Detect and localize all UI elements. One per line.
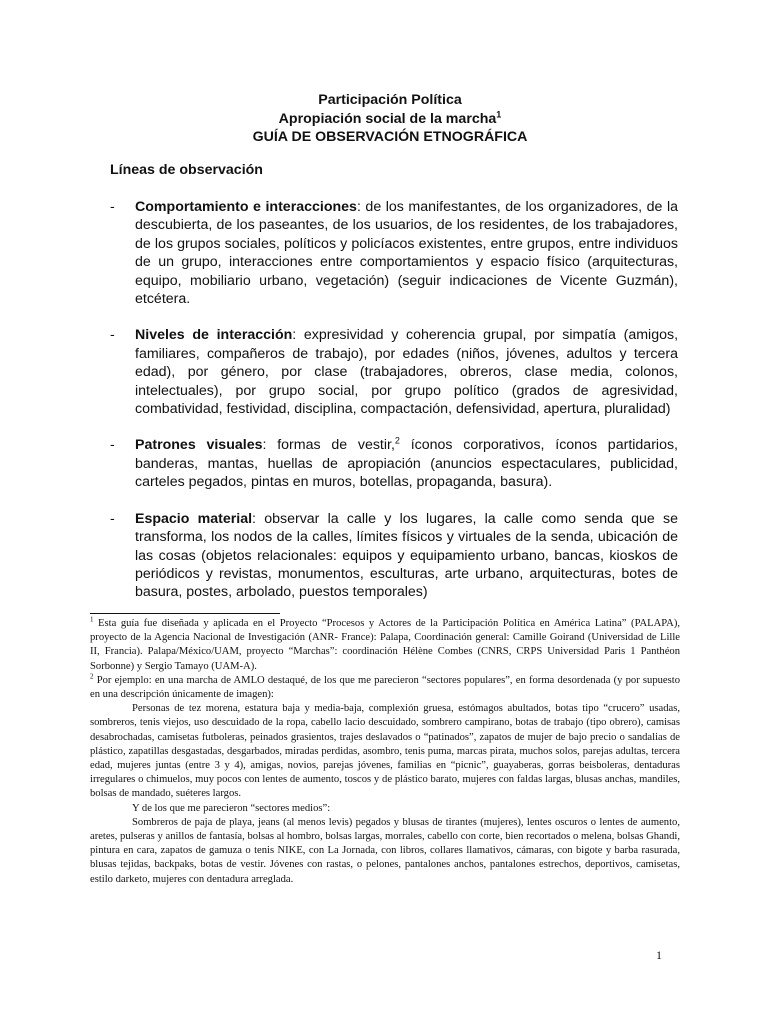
footnote-1-number: 1 xyxy=(90,615,94,624)
item-text: : formas de vestir, xyxy=(262,437,395,454)
observation-list xyxy=(110,198,678,602)
section-heading: Líneas de observación xyxy=(110,162,263,178)
title-block xyxy=(110,91,670,147)
list-item xyxy=(110,510,678,602)
footnote-1-text: Esta guía fue diseñada y aplicada en el Proyecto “Procesos y Actores de la Participación Política en América Latina” (PALAPA), proyecto de la Agencia Nacional de Investigación (ANR- France): Palapa, Coordinación general: Camille Goirand (Universidad de Lille II, Francia). Palapa/México/UAM, proyecto “Marchas”: coordinación Hélène Combes (CNRS, CRPS Universidad Paris 1 Panthéon Sorbonne) y Sergio Tamayo (UAM-A). xyxy=(90,618,680,672)
list-item xyxy=(110,198,678,308)
list-item xyxy=(110,326,678,418)
item-text: : observar la calle y los lugares, la calle como senda que se transforma, los nodos de la calles, límites físicos y virtuales de la senda, ubicación de las cosas (objetos relacionales: equipos y equipamiento urbano, bancas, kioskos de periódicos y revistas, monumentos, esculturas, arte urbano, arquitecturas, botes de basura, postes, arbolado, puestos temporales) xyxy=(135,510,678,601)
title-line-1: Participación Política xyxy=(318,92,462,108)
footnote-2-paragraph-intro-medios: Y de los que me parecieron “sectores medios”: xyxy=(132,802,331,814)
footnote-ref-2: 2 xyxy=(394,435,400,446)
item-text: : expresividad y coherencia grupal, por simpatía (amigos, familiares, compañeros de trabajo), por edades (niños, jóvenes, adultos y tercera edad), por género, por clase (trabajadores, obreros, clase media, colonos, intelectuales), por grupo social, por grupo político (grados de agresividad, combatividad, festividad, disciplina, compactación, defensividad, apertura, pluralidad) xyxy=(135,327,679,418)
item-term: Espacio material xyxy=(135,510,253,527)
footnote-ref-1: 1 xyxy=(496,108,502,119)
footnotes xyxy=(90,617,680,887)
bullet-dash: - xyxy=(110,437,115,454)
footnote-2-text: Por ejemplo: en una marcha de AMLO destaqué, de los que me parecieron “sectores populares”, en forma desordenada (y por supuesto en una descripción únicamente de imagen): xyxy=(90,674,680,701)
item-term: Comportamiento e interacciones xyxy=(135,199,357,215)
item-term: Patrones visuales xyxy=(135,437,263,454)
footnote-2-number: 2 xyxy=(90,672,94,681)
footnote-separator xyxy=(90,613,280,614)
title-line-2 xyxy=(110,110,670,129)
footnote-2 xyxy=(90,674,680,702)
bullet-dash: - xyxy=(110,327,115,344)
item-text: : de los manifestantes, de los organizadores, de la descubierta, de los paseantes, de los usuarios, de los residentes, de los trabajadores, de los grupos sociales, políticos y policíacos existentes, entre grupos, entre individuos de un grupo, interacciones entre comportamientos y espacio físico (arquitecturas, equipo, mobiliario urbano, vegetación) (seguir indicaciones de Vicente Guzmán), etcétera. xyxy=(135,199,678,308)
footnote-1 xyxy=(90,617,680,674)
item-text-continued: íconos corporativos, íconos partidarios, banderas, mantas, huellas de apropiación (anuncios espectaculares, publicidad, carteles pegados, pintas en muros, botellas, propaganda, basura). xyxy=(135,437,678,491)
bullet-dash: - xyxy=(110,199,115,215)
page-number: 1 xyxy=(656,948,662,962)
list-item xyxy=(110,436,678,491)
title-line-2-text: Apropiación social de la marcha xyxy=(278,110,497,127)
footnote-2-paragraph-popular: Personas de tez morena, estatura baja y media-baja, complexión gruesa, estómagos abultados, botas tipo “crucero” usadas, sombreros, tenis viejos, uso descuidado de la ropa, cabello lacio descuidado, sombrero campirano, botas de trabajo (tipo obrero), camisas desabrochadas, camisetas futboleras, peinados grasientos, trajes deslavados o “patinados”, zapatos de mujer de bajo precio o sandalias de plástico, zapatillas desgastadas, desgarbados, miradas perdidas, asombro, tenis puma, marcas pirata, muchos solos, parejas adultas, tercera edad, mujeres juntas (entre 3 y 4), amigas, novios, parejas jóvenes, familias en “picnic”, guayaberas, gorras beisboleras, dentaduras irregulares o chimuelos, muy pocos con lentes de aumento, toscos y de plástico barato, mujeres con faldas largas, blusas anchas, mandiles, bolsas de mandado, suéteres largos. xyxy=(90,703,680,800)
item-term: Niveles de interacción xyxy=(135,327,293,344)
bullet-dash: - xyxy=(110,510,115,527)
footnote-2-paragraph-medios: Sombreros de paja de playa, jeans (al menos levis) pegados y blusas de tirantes (mujeres), lentes oscuros o lentes de aumento, aretes, pulseras y anillos de fantasía, bolsas al hombro, bolsas largas, morrales, cabello con corte, bien recortados o melena, bolsas Ghandi, pintura en cara, zapatos de gamuza o tenis NIKE, con La Jornada, con libros, collares llamativos, cámaras, con bigote y barba rasurada, blusas tejidas, backpaks, botas de vestir. Jóvenes con rastas, o pelones, pantalones anchos, pantalones estrechos, deportivos, camisetas, estilo darketo, mujeres con dentadura arreglada. xyxy=(90,816,680,885)
title-line-3: GUÍA DE OBSERVACIÓN ETNOGRÁFICA xyxy=(252,129,528,145)
